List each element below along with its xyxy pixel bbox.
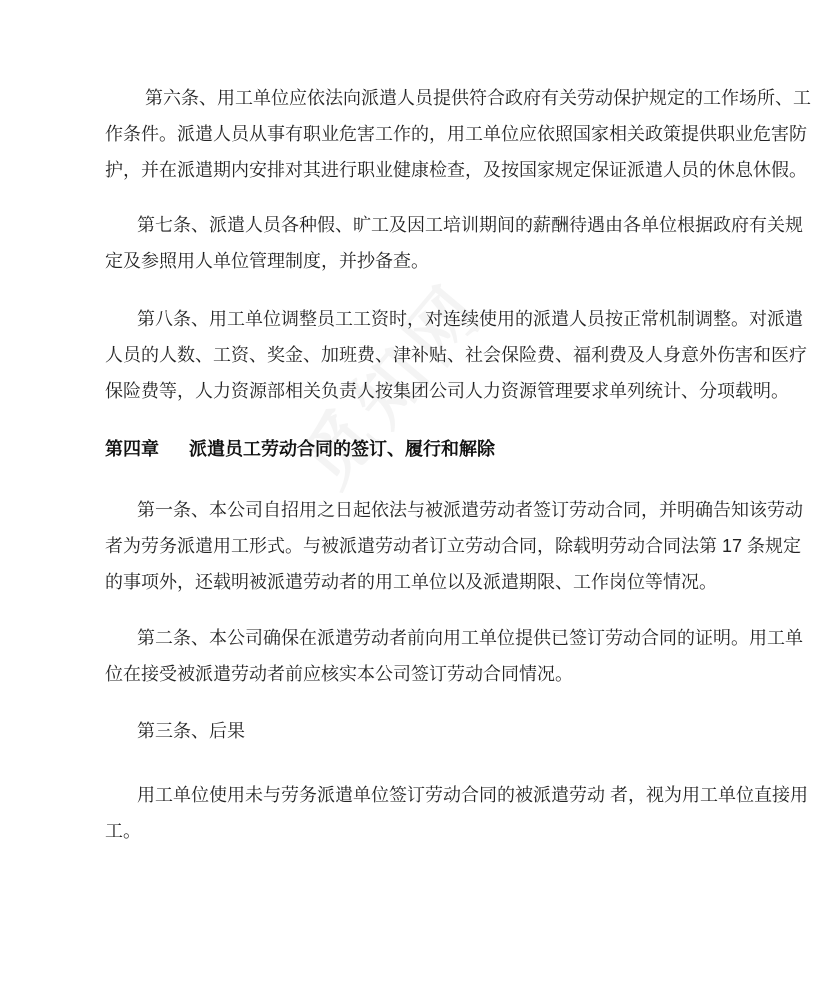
text-line: 人员的人数、工资、奖金、加班费、津补贴、社会保险费、福利费及人身意外伤害和医疗 [105, 345, 807, 365]
text-line: 第七条、派遣人员各种假、旷工及因工培训期间的薪酬待遇由各单位根据政府有关规 [137, 215, 803, 235]
text-line: 用工单位使用未与劳务派遣单位签订劳动合同的被派遣劳动 者，视为用工单位直接用 [137, 785, 808, 805]
text-line: 第一条、本公司自招用之日起依法与被派遣劳动者签订劳动合同，并明确告知该劳动 [137, 500, 803, 520]
consequence-paragraph [105, 777, 808, 849]
article-1 [105, 492, 803, 600]
text-line: 者为劳务派遣用工形式。与被派遣劳动者订立劳动合同，除载明劳动合同法第 17 条规定 [105, 536, 802, 556]
text-line: 位在接受被派遣劳动者前应核实本公司签订劳动合同情况。 [105, 664, 573, 684]
text-line: 第八条、用工单位调整员工工资时，对连续使用的派遣人员按正常机制调整。对派遣 [137, 309, 803, 329]
text-line: 第六条、用工单位应依法向派遣人员提供符合政府有关劳动保护规定的工作场所、工 [145, 88, 811, 108]
chapter-title: 派遣员工劳动合同的签订、履行和解除 [189, 439, 495, 459]
text-line: 定及参照用人单位管理制度，并抄备查。 [105, 251, 429, 271]
text-line: 第三条、后果 [137, 721, 245, 741]
chapter-number: 第四章 [105, 439, 159, 459]
article-7 [105, 207, 803, 279]
article-3 [105, 713, 726, 749]
text-line: 工。 [105, 821, 141, 841]
article-6 [105, 80, 811, 188]
article-2 [105, 620, 803, 692]
article-8 [105, 301, 807, 409]
text-line: 护，并在派遣期内安排对其进行职业健康检查，及按国家规定保证派遣人员的休息休假。 [105, 160, 807, 180]
text-line: 作条件。派遣人员从事有职业危害工作的，用工单位应依照国家相关政策提供职业危害防 [105, 124, 807, 144]
chapter-heading [105, 431, 495, 467]
text-line: 的事项外，还载明被派遣劳动者的用工单位以及派遣期限、工作岗位等情况。 [105, 572, 717, 592]
text-line: 第二条、本公司确保在派遣劳动者前向用工单位提供已签订劳动合同的证明。用工单 [137, 628, 803, 648]
text-line: 保险费等，人力资源部相关负责人按集团公司人力资源管理要求单列统计、分项载明。 [105, 381, 789, 401]
